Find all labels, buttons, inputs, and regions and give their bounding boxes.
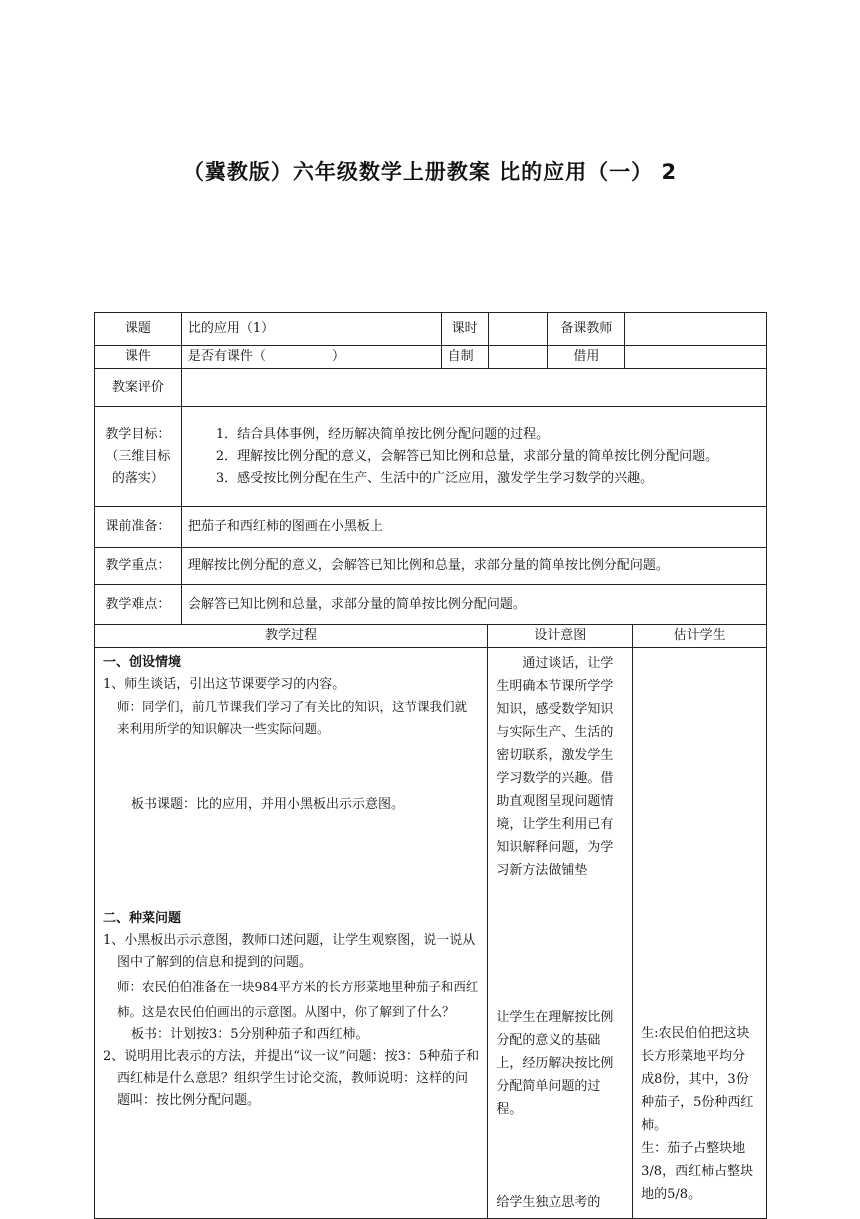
goal-1: 1．结合具体事例，经历解决简单按比例分配问题的过程。 [215,426,550,442]
topic-value: 比的应用（1） [181,313,441,346]
col-design-header: 设计意图 [488,625,633,648]
prep-value: 把茄子和西红柿的图画在小黑板上 [181,507,766,548]
s1-spacer-2 [103,816,479,908]
estimate-2: 生：茄子占整块地3/8，西红柿占整块地的5/8。 [641,1141,754,1202]
process-cell [95,648,488,1219]
s1-board: 板书课题：比的应用，并用小黑板出示示意图。 [131,797,405,812]
borrowed-value [625,346,767,369]
design-3: 给学生独立思考的 [496,1195,601,1210]
page-title: （冀教版）六年级数学上册教案 比的应用（一） 2 [182,160,678,184]
s2-item-1: 1、小黑板出示示意图，教师口述问题，让学生观察图，说一说从图中了解到的信息和提到的问题。 [103,933,476,970]
col-estimate-header: 估计学生 [633,625,767,648]
design-spacer-2 [496,1121,624,1191]
design-1: 通过谈话，让学生明确本节课所学学知识，感受数学知识与实际生产、生活的密切联系，激发学生学习数学的兴趣。借助直观图呈现问题情境，让学生利用已有知识解释问题，为学习新方法做铺垫 [496,656,614,878]
design-2: 让学生在理解按比例分配的意义的基础上，经历解决按比例分配简单问题的过程。 [496,1010,614,1117]
s1-item-1: 1、师生谈话，引出这节课要学习的内容。 [103,677,346,692]
s1-teacher-line: 师：同学们，前几节课我们学习了有关比的知识，这节课我们就来利用所学的知识解决一些实际问题。 [117,699,468,736]
borrowed-label: 借用 [548,346,625,369]
goal-3: 3．感受按比例分配在生产、生活中的广泛应用，激发学生学习数学的兴趣。 [215,470,654,486]
lesson-info-table [94,312,767,625]
topic-label: 课题 [95,313,182,346]
section-2-title: 二、种菜问题 [103,911,182,926]
col-process-header: 教学过程 [95,625,488,648]
s2-teacher-line: 师：农民伯伯准备在一块984平方米的长方形菜地里种茄子和西红柿。这是农民伯伯画出的示意图。从图中，你了解到了什么？ [117,979,479,1019]
goal-2: 2．理解按比例分配的意义，会解答已知比例和总量，求部分量的简单按比例分配问题。 [215,448,719,464]
s2-item-2: 2、说明用比表示的方法，并提出“议一议”问题：按3：5种茄子和西红柿是什么意思？组织学生讨论交流，教师说明：这样的问题叫：按比例分配问题。 [103,1049,480,1108]
goals-label: 教学目标：（三维目标的落实） [95,407,182,507]
process-table [94,624,767,1219]
key-point-value: 理解按比例分配的意义，会解答已知比例和总量，求部分量的简单按比例分配问题。 [181,548,766,585]
estimate-spacer [641,652,758,1022]
design-cell [488,648,633,1219]
s2-board: 板书：计划按3：5分别种茄子和西红柿。 [131,1027,369,1042]
prep-label: 课前准备： [95,507,182,548]
courseware-label: 课件 [95,346,182,369]
hours-value [488,313,548,346]
s1-spacer [103,740,479,794]
evaluation-value [181,369,766,407]
goals-cell [181,407,766,507]
difficulty-value: 会解答已知比例和总量，求部分量的简单按比例分配问题。 [181,585,766,625]
self-made-value [488,346,548,369]
courseware-value: 是否有课件（ ） [181,346,441,369]
self-made-label: 自制 [441,346,488,369]
hours-label: 课时 [441,313,488,346]
estimate-cell [633,648,767,1219]
difficulty-label: 教学难点： [95,585,182,625]
teacher-label: 备课教师 [548,313,625,346]
design-spacer [496,882,624,1006]
evaluation-label: 教案评价 [95,369,182,407]
section-1-title: 一、创设情境 [103,655,182,670]
teacher-value [625,313,767,346]
estimate-1: 生:农民伯伯把这块长方形菜地平均分成8份，其中，3份种茄子，5份种西红柿。 [641,1026,754,1133]
key-point-label: 教学重点： [95,548,182,585]
